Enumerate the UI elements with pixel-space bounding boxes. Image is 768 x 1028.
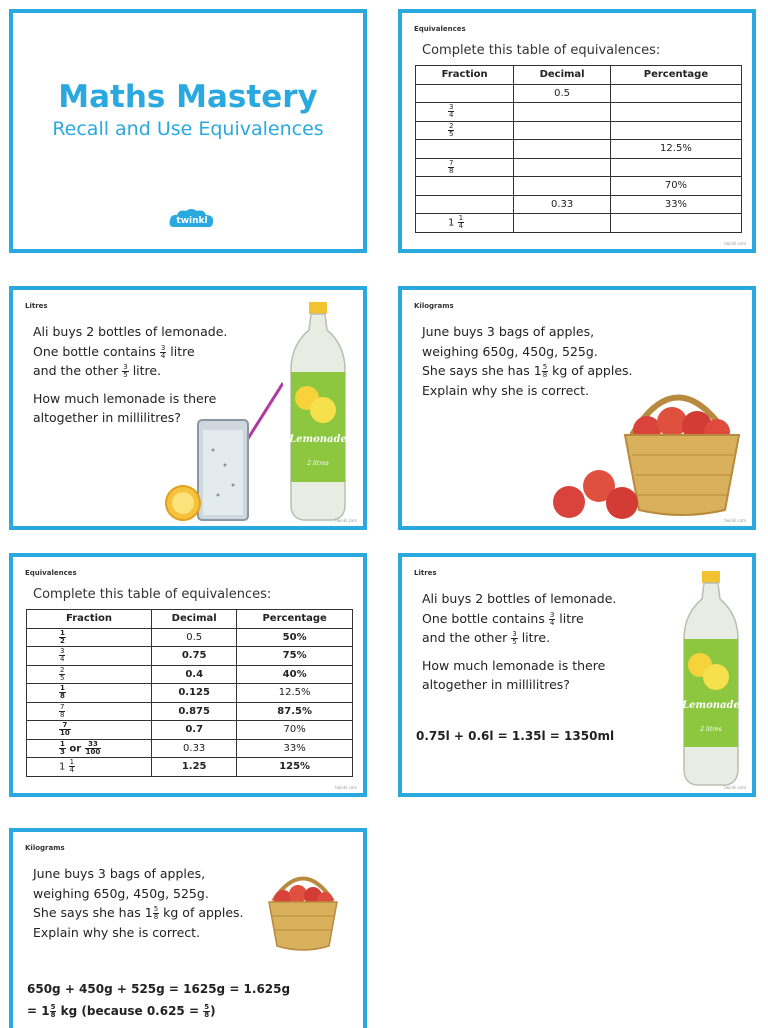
column-header: Percentage xyxy=(610,66,741,85)
fraction-cell: $\frac{7}{8}$ xyxy=(416,158,514,177)
apple-icon xyxy=(553,486,585,518)
footer: twinkl.com xyxy=(335,518,357,523)
fraction: $\frac{3}{4}$ xyxy=(549,610,555,627)
column-header: Fraction xyxy=(416,66,514,85)
apple-icon xyxy=(606,487,638,519)
equivalences-table-slide xyxy=(398,9,756,253)
decimal-cell xyxy=(514,214,611,233)
decimal-cell: 0.875 xyxy=(152,702,237,721)
fraction-cell xyxy=(416,140,514,159)
percentage-cell: 12.5% xyxy=(610,140,741,159)
question-text: Ali buys 2 bottles of lemonade. One bottle contains $\frac{3}{4}$ litre and the other $\frac{3}{5}$ litre. How much lemonade is there altogether in millilitres? xyxy=(33,324,228,425)
table-row xyxy=(27,628,353,647)
percentage-cell: 50% xyxy=(237,628,353,647)
kilograms-question-slide xyxy=(398,286,756,530)
fraction-cell xyxy=(416,195,514,214)
percentage-cell xyxy=(610,84,741,103)
svg-text:2 litres: 2 litres xyxy=(700,726,722,733)
decimal-cell xyxy=(514,121,611,140)
page-subtitle: Recall and Use Equivalences xyxy=(52,118,324,140)
footer: twinkl.com xyxy=(724,518,746,523)
table-heading: Complete this table of equivalences: xyxy=(422,43,661,58)
footer: twinkl.com xyxy=(724,785,746,790)
bottle-label: Lemonade xyxy=(682,700,740,711)
column-header: Percentage xyxy=(237,610,353,629)
fraction-cell xyxy=(416,84,514,103)
fraction-cell: $\frac{1}{3}$ or $\frac{33}{100}$ xyxy=(27,739,152,758)
equivalences-answers-table xyxy=(26,609,353,777)
question-text: Ali buys 2 bottles of lemonade. One bottle contains $\frac{3}{4}$ litre and the other $\frac{3}{5}$ litre. How much lemonade is there altogether in millilitres? xyxy=(422,591,617,692)
fraction: $\frac{3}{5}$ xyxy=(123,363,128,379)
apple-basket-illustration xyxy=(263,866,343,956)
decimal-cell: 0.33 xyxy=(152,739,237,758)
fraction-cell: $\frac{7}{8}$ xyxy=(27,702,152,721)
decimal-cell xyxy=(514,158,611,177)
fraction: $\frac{5}{8}$ xyxy=(542,363,548,379)
fraction-cell: 1 $\frac{1}{4}$ xyxy=(27,758,152,777)
fraction-cell: $\frac{2}{5}$ xyxy=(416,121,514,140)
glass-illustration xyxy=(163,375,283,525)
percentage-cell: 33% xyxy=(237,739,353,758)
table-row xyxy=(27,684,353,703)
table-row xyxy=(416,140,742,159)
table-row xyxy=(416,103,742,122)
decimal-cell: 0.4 xyxy=(152,665,237,684)
table-row xyxy=(416,214,742,233)
table-row xyxy=(27,665,353,684)
svg-text:2 litres: 2 litres xyxy=(307,460,329,467)
table-row xyxy=(416,84,742,103)
percentage-cell xyxy=(610,158,741,177)
fraction: $\frac{5}{8}$ xyxy=(153,905,159,921)
fraction: $\frac{5}{8}$ xyxy=(50,1003,56,1019)
fraction-cell: $\frac{7}{10}$ xyxy=(27,721,152,740)
bottle-label: Lemonade xyxy=(289,434,347,445)
fraction-cell: 1 $\frac{1}{4}$ xyxy=(416,214,514,233)
apple-basket-illustration xyxy=(547,360,752,530)
decimal-cell: 0.7 xyxy=(152,721,237,740)
decimal-cell: 1.25 xyxy=(152,758,237,777)
percentage-cell xyxy=(610,121,741,140)
slide-tag: Equivalences xyxy=(414,25,466,33)
table-row xyxy=(27,758,353,777)
decimal-cell xyxy=(514,177,611,196)
kilograms-answer-slide xyxy=(9,828,367,1028)
table-row xyxy=(27,647,353,666)
percentage-cell: 12.5% xyxy=(237,684,353,703)
decimal-cell xyxy=(514,103,611,122)
percentage-cell xyxy=(610,103,741,122)
fraction-cell: $\frac{1}{2}$ xyxy=(27,628,152,647)
answer-text: 0.75l + 0.6l = 1.35l = 1350ml xyxy=(416,729,615,743)
slide-tag: Litres xyxy=(414,569,437,577)
column-header: Decimal xyxy=(152,610,237,629)
fraction: $\frac{3}{5}$ xyxy=(512,630,517,646)
equivalences-table xyxy=(415,65,742,233)
title-slide xyxy=(9,9,367,253)
decimal-cell xyxy=(514,140,611,159)
percentage-cell: 70% xyxy=(237,721,353,740)
decimal-cell: 0.33 xyxy=(514,195,611,214)
question-text: June buys 3 bags of apples, weighing 650g, 450g, 525g. She says she has 1 $\frac{5}{8}$ kg of apples. Explain why she is correct. xyxy=(33,866,244,940)
fraction-cell: $\frac{3}{4}$ xyxy=(416,103,514,122)
table-row xyxy=(27,721,353,740)
slide-tag: Litres xyxy=(25,302,48,310)
column-header: Decimal xyxy=(514,66,611,85)
table-row xyxy=(416,158,742,177)
answer-line-1: 650g + 450g + 525g = 1625g = 1.625g xyxy=(27,982,291,996)
litres-answer-slide xyxy=(398,553,756,797)
fraction: $\frac{5}{8}$ xyxy=(204,1003,210,1019)
footer: twinkl.com xyxy=(335,785,357,790)
equivalences-answers-slide xyxy=(9,553,367,797)
percentage-cell: 40% xyxy=(237,665,353,684)
fraction-cell: $\frac{2}{5}$ xyxy=(27,665,152,684)
table-row xyxy=(27,739,353,758)
fraction-cell: $\frac{3}{4}$ xyxy=(27,647,152,666)
percentage-cell: 75% xyxy=(237,647,353,666)
footer: twinkl.com xyxy=(724,241,746,246)
decimal-cell: 0.5 xyxy=(152,628,237,647)
logo-text: twinkl xyxy=(176,216,208,226)
twinkl-logo xyxy=(168,207,216,233)
fraction-cell xyxy=(416,177,514,196)
table-row xyxy=(416,195,742,214)
table-row xyxy=(27,702,353,721)
decimal-cell: 0.5 xyxy=(514,84,611,103)
percentage-cell: 125% xyxy=(237,758,353,777)
table-row xyxy=(416,121,742,140)
decimal-cell: 0.75 xyxy=(152,647,237,666)
question-text: June buys 3 bags of apples, weighing 650g, 450g, 525g. She says she has 1 $\frac{5}{8}$ kg of apples. Explain why she is correct. xyxy=(422,324,633,398)
fraction-cell: $\frac{1}{8}$ xyxy=(27,684,152,703)
percentage-cell: 87.5% xyxy=(237,702,353,721)
fraction: $\frac{3}{4}$ xyxy=(160,343,166,360)
answer-line-2: = 1 $\frac{5}{8}$ kg (because 0.625 = $\frac{5}{8}$ ) xyxy=(27,1003,216,1019)
lemonade-bottle-illustration xyxy=(680,569,742,789)
percentage-cell: 33% xyxy=(610,195,741,214)
table-row xyxy=(416,177,742,196)
percentage-cell xyxy=(610,214,741,233)
percentage-cell: 70% xyxy=(610,177,741,196)
decimal-cell: 0.125 xyxy=(152,684,237,703)
slide-tag: Kilograms xyxy=(414,302,454,310)
column-header: Fraction xyxy=(27,610,152,629)
page-title: Maths Mastery xyxy=(58,79,318,115)
slide-tag: Equivalences xyxy=(25,569,77,577)
table-heading: Complete this table of equivalences: xyxy=(33,587,272,602)
lemonade-bottle-illustration xyxy=(285,300,351,525)
slide-tag: Kilograms xyxy=(25,844,65,852)
litres-question-slide xyxy=(9,286,367,530)
